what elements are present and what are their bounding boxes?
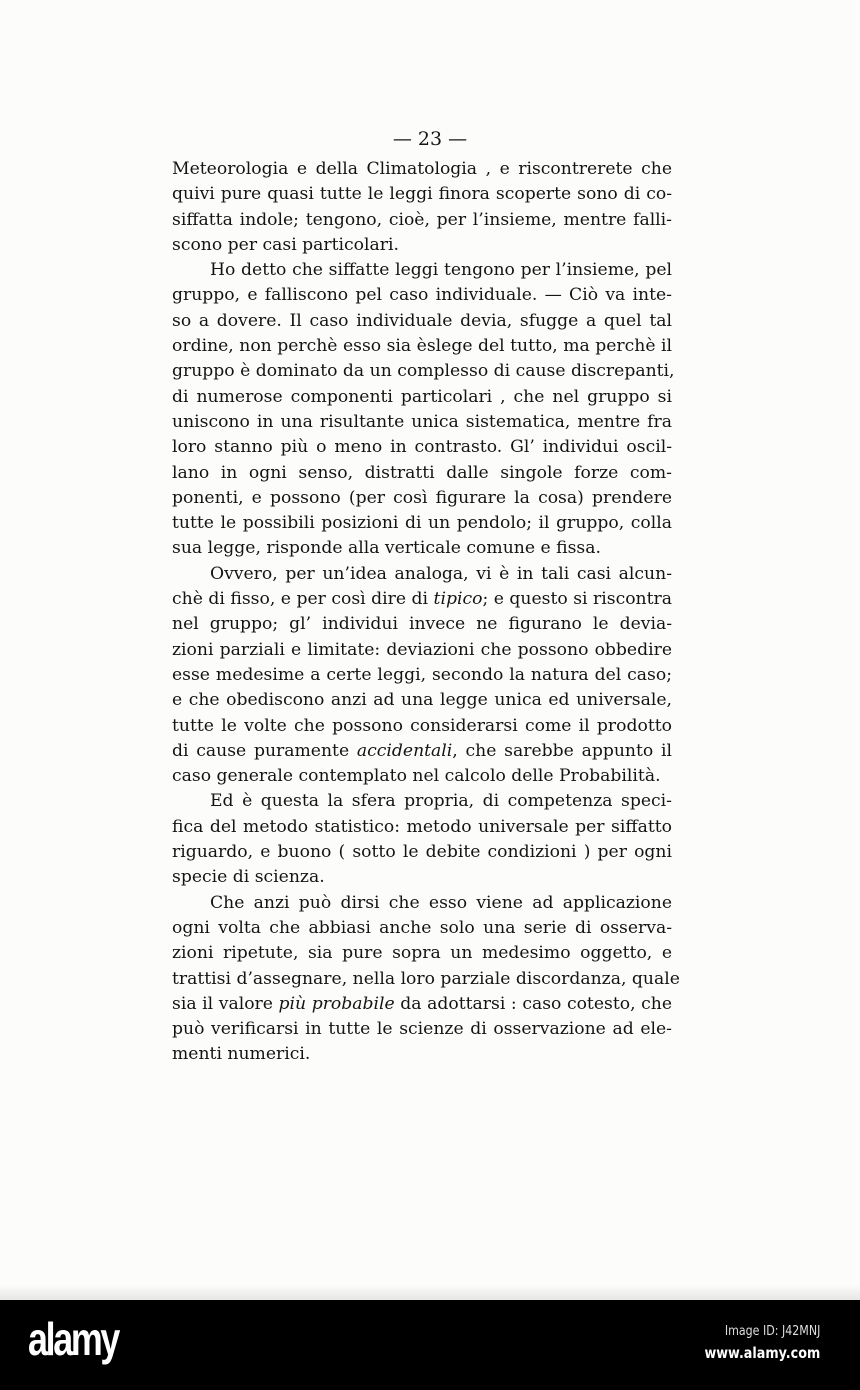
text-segment: lano in ogni senso, distratti dalle singole forze com- [172, 462, 672, 483]
text-segment: zioni ripetute, sia pure sopra un medesimo oggetto, e [172, 943, 672, 964]
text-line [172, 815, 672, 840]
site-url: www.alamy.com [704, 1344, 820, 1362]
text-line [172, 1017, 672, 1042]
text-segment: riguardo, e buono ( sotto le debite condizioni ) per ogni [172, 842, 672, 863]
text-segment: quivi pure quasi tutte le leggi finora scoperte sono di co- [172, 184, 672, 205]
body-text [172, 157, 680, 1068]
text-line [172, 789, 672, 814]
text-segment: siffatta indole; tengono, cioè, per l’insieme, mentre falli- [172, 209, 672, 230]
text-line [172, 486, 672, 511]
text-segment: da adottarsi : caso cotesto, che [394, 993, 673, 1014]
text-segment: chè di fisso, e per così dire di [172, 589, 434, 610]
text-line [172, 714, 672, 739]
text-segment: ogni volta che abbiasi anche solo una serie di osserva- [172, 917, 672, 938]
text-segment: Ovvero, per un’idea analoga, vi è in tali casi alcun- [210, 563, 672, 584]
text-line [172, 663, 672, 688]
text-segment: ponenti, e possono (per così figurare la cosa) prendere [172, 487, 672, 508]
text-segment: so a dovere. Il caso individuale devia, sfugge a quel tal [172, 310, 672, 331]
image-id: Image ID: J42MNJ [724, 1324, 820, 1339]
text-line [172, 283, 672, 308]
text-segment: scono per casi particolari. [172, 234, 399, 255]
text-segment: sia il valore [172, 993, 279, 1014]
text-segment: sua legge, risponde alla verticale comune e fissa. [172, 538, 601, 559]
text-line [172, 688, 672, 713]
text-segment: tutte le possibili posizioni di un pendolo; il gruppo, colla [172, 513, 672, 534]
text-line [172, 334, 672, 359]
text-segment: di numerose componenti particolari , che nel gruppo si [172, 386, 672, 407]
text-line [172, 638, 672, 663]
text-segment: fica del metodo statistico: metodo universale per siffatto [172, 816, 672, 837]
text-segment: , che sarebbe appunto il [452, 740, 672, 761]
text-line [172, 258, 672, 283]
text-segment: tutte le volte che possono considerarsi come il prodotto [172, 715, 672, 736]
text-line [172, 941, 672, 966]
text-line [172, 157, 672, 182]
italic-text: accidentali [356, 740, 453, 761]
text-line [172, 435, 672, 460]
text-segment: zioni parziali e limitate: deviazioni che possono obbedire [172, 639, 672, 660]
watermark-banner [0, 1300, 860, 1390]
text-line [172, 967, 680, 992]
text-segment: può verificarsi in tutte le scienze di osservazione ad ele- [172, 1019, 672, 1040]
text-segment: caso generale contemplato nel calcolo delle Probabilità. [172, 766, 661, 787]
text-segment: nel gruppo; gl’ individui invece ne figurano le devia- [172, 614, 672, 635]
italic-text: tipico [433, 589, 483, 610]
text-line [172, 916, 672, 941]
text-line [172, 208, 672, 233]
text-line [172, 1042, 672, 1067]
text-segment: esse medesime a certe leggi, secondo la natura del caso; [172, 664, 672, 685]
text-segment: gruppo, e falliscono pel caso individuale. — Ciò va inte- [172, 285, 672, 306]
text-segment: ; e questo si riscontra [482, 589, 672, 610]
text-line [172, 461, 672, 486]
text-segment: Meteorologia e della Climatologia , e riscontrerete che [172, 159, 672, 179]
text-line [172, 233, 672, 258]
scan-edge [0, 1285, 860, 1300]
text-line [172, 309, 672, 334]
text-line [172, 891, 672, 916]
text-segment: e che obediscono anzi ad una legge unica ed universale, [172, 690, 672, 711]
text-line [172, 612, 672, 637]
text-line [172, 764, 672, 789]
text-line [172, 840, 672, 865]
text-segment: Ho detto che siffatte leggi tengono per l’insieme, pel [210, 260, 672, 281]
page-number: — 23 — [392, 128, 468, 150]
text-segment: uniscono in una risultante unica sistematica, mentre fra [172, 411, 672, 432]
text-line [172, 511, 672, 536]
text-segment: loro stanno più o meno in contrasto. Gl’ individui oscil- [172, 437, 672, 458]
text-line [172, 739, 672, 764]
text-line [172, 587, 672, 612]
text-segment: specie di scienza. [172, 867, 325, 888]
italic-text: più probabile [278, 993, 395, 1014]
alamy-logo: alamy [28, 1313, 119, 1365]
text-segment: trattisi d’assegnare, nella loro parziale discordanza, quale [172, 968, 680, 989]
text-line [172, 385, 672, 410]
text-segment: di cause puramente [172, 740, 357, 761]
text-segment: menti numerici. [172, 1044, 311, 1065]
text-line [172, 865, 672, 890]
text-segment: Ed è questa la sfera propria, di competenza speci- [210, 791, 672, 812]
text-line [172, 562, 672, 587]
text-line [172, 182, 672, 207]
text-line [172, 992, 672, 1017]
text-line [172, 410, 672, 435]
text-segment: ordine, non perchè esso sia èslege del tutto, ma perchè il [172, 336, 672, 357]
text-segment: Che anzi può dirsi che esso viene ad applicazione [210, 892, 672, 913]
text-segment: gruppo è dominato da un complesso di cause discrepanti, [172, 361, 675, 382]
text-line [172, 536, 672, 561]
text-line [172, 359, 675, 384]
